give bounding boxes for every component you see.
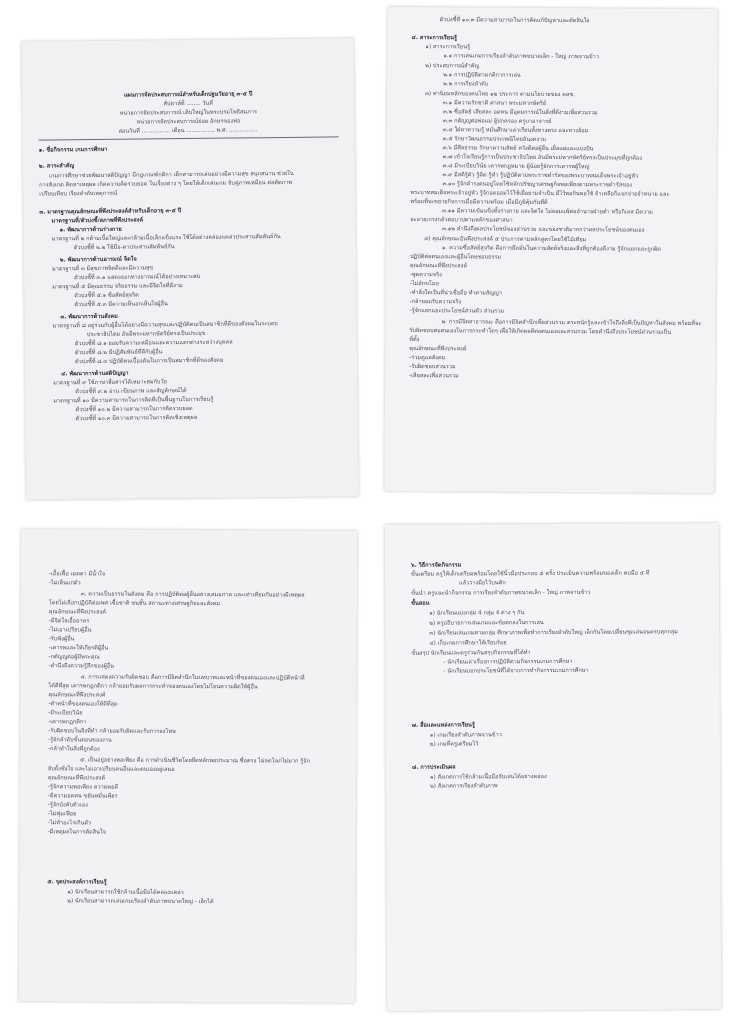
indicator-line: ตัวบ่งชี้ที่ ๑๐.๒ มีความสามารถในการคิดรวบยอด [75, 405, 193, 414]
list-item: -ไม่ฟุ่มเฟือย [47, 811, 77, 818]
standard-line: มาตรฐานที่ ๑๐ มีความสามารถในการคิดที่เป็นพื้นฐานในการเรียนรู้ [53, 396, 214, 405]
lesson-plan-page-2 [384, 7, 717, 493]
list-item: -มีเหตุผลในการตัดสินใจ [47, 829, 106, 836]
step-item: - นักเรียนบอกประโยชน์ที่ได้จากการทำกิจกรรมเกมการศึกษา [443, 667, 589, 675]
section-heading: ๓. มาตรฐานคุณลักษณะที่พึงประสงค์สำหรับเด็กอายุ ๓-๕ ปี [39, 208, 182, 216]
list-item: -เสียสละเพื่อส่วนรวม [409, 373, 459, 380]
text-line: ปฏิบัติต่อตนเองและผู้อื่นโดยชอบธรรม [409, 254, 502, 261]
section-heading: ๘. การประเมินผล [411, 764, 456, 771]
text-line: ๑.๑ การเล่นเกมการเรียงลำดับภาพขนาดเล็ก - ใหญ่ ภาพจานข้าว [443, 53, 599, 61]
section-heading: ๗. สื่อและแหล่งการเรียนรู้ [411, 722, 475, 729]
objective-line: ๒) นักเรียนสามารถเล่นเกมเรียงลำดับภาพขนาดใหญ่ - เล็กได้ [67, 898, 214, 906]
list-item: ๑) เกมเรียงลำดับภาพจานข้าว [429, 732, 502, 739]
text-line: ๑. ความซื่อสัตย์สุจริต คือการยึดมั่นในความสัตย์จริงและสิ่งที่ถูกต้องดีงาม รู้จักแยกแยะถูกผิด [441, 245, 661, 253]
value-line: ๓.๑๐ รู้จักดำรงตนอยู่โดยใช้หลักปรัชญาเศรษฐกิจพอเพียงตามพระราชดำรัสของ [442, 181, 633, 189]
list-item: -มีจิตใจเอื้ออาทร [48, 618, 90, 625]
text-line: ที่ตั้ง [409, 337, 420, 344]
indicator-line: ตัวบ่งชี้ที่ ๓.๑ แสดงออกทางอารมณ์ได้อย่างเหมาะสม [74, 273, 201, 282]
text-line: ๓. ความเป็นธรรมในสังคม คือ การปฏิบัติต่อผู้อื่นอย่างเสมอภาค และเท่าเทียมกันอย่างมีเหตุผล [80, 591, 305, 599]
header-divider [39, 136, 339, 140]
section-heading: ๔. สาระการเรียนรู้ [411, 35, 457, 42]
subsection-heading: ๔) คุณลักษณะอันพึงประสงค์ ๕ ประการตามหลักสูตรโดยใช้ไม้เทียม [424, 236, 587, 244]
value-line: ๓.๔ ใฝ่หาความรู้ หมั่นศึกษาเล่าเรียนทั้งทางตรง และทางอ้อม [442, 127, 589, 135]
list-item: ๑) สังเกตการใช้กล้ามเนื้อมือจับเล่นได้อย่างคล่อง [430, 774, 547, 781]
value-line: ๓.๒ ซื่อสัตย์ เสียสละ อดทน มีอุดมการณ์ในสิ่งที่ดีงามเพื่อส่วนรวม [442, 109, 598, 117]
list-item: -มีระเบียบวินัย [48, 710, 83, 717]
text-line: ๒. การมีจิตสาธารณะ คือการมีจิตสำนึกเพื่อส่วนรวม ตระหนักรู้และเข้าใจถึงสิ่งที่เป็นปัญหาในสังคม พร้อมที่จะ [441, 319, 702, 328]
text-line: คุณลักษณะที่พึงประสงค์ [48, 692, 106, 699]
step-line: ขั้นนำ ครูแนะนำกิจกรรม การเรียงลำดับภาพขนาดเล็ก - ใหญ่ ภาพจานข้าว [411, 589, 591, 597]
indicator-line: ตัวบ่งชี้ที่ ๘.๓ ปฏิบัติตนเบื้องต้นในการเป็นสมาชิกที่ดีของสังคม [74, 357, 224, 366]
indicator-line: ตัวบ่งชี้ที่ ๑๐.๓ มีความสามารถในการคิดเชิงเหตุผล [75, 414, 198, 423]
list-item: -เอื้อเฟื้อ เมตตา มีน้ำใจ [48, 571, 106, 578]
plan-heading: แผนการจัดประสบการณ์สำหรับเด็กปฐมวัยอายุ ๓-๕ ปี [123, 91, 253, 99]
step-line: ขั้นเตรียม ครูให้เด็กเตรียมพร้อมโดยใช้นิ้วมือประกอบ ๕ ครั้ง ประเมินความพร้อมของเด็ก ตบมือ ๕ ที [410, 570, 650, 578]
text-line: ยับยั้งชั่งใจ และไม่เอาเปรียบคนอื่นและตนเองอยู่เสมอ [47, 766, 175, 773]
list-item: -รู้จักแยกแยะประโยชน์ส่วนตัว ส่วนรวม [409, 308, 505, 315]
unit-line: หน่วยการจัดประสบการณ์ เติบใหญ่ในพระบรมโพธิสมภาร [119, 109, 258, 117]
text-line: ละอายเกรงกลัวต่อบาปตามหลักของศาสนา [410, 217, 513, 224]
value-line: ๓.๑ มีความรักชาติ ศาสนา พระมหากษัตริย์ [443, 100, 547, 107]
text-line: ได้ดีที่สุด เคารพกฎกติกา กล้ายอมรับผลการกระทำของตนเองโดยไม่โยนความผิดให้ผู้อื่น [48, 683, 258, 691]
standard-line: ประชาธิปไตย อันมีพระมหากษัตริย์ทรงเป็นประมุข [86, 330, 206, 339]
list-item: ๒) สังเกตการเรียงลำดับภาพ [430, 783, 498, 790]
section-heading: ๕. จุดประสงค์การเรียนรู้ [47, 879, 107, 886]
text-line: คุณลักษณะที่พึงประสงค์ [409, 346, 467, 353]
subsection-heading: ๓) ค่านิยมหลักของคนไทย ๑๒ ประการ ตามนโยบายของ คสช. [425, 91, 575, 99]
value-line: ๓.๕ รักษาวัฒนธรรมประเพณีไทยอันงดงาม [442, 136, 546, 143]
subsection-heading: ๔. พัฒนาการด้านสติปัญญา [61, 370, 129, 378]
step-line: ขั้นสอน [411, 600, 430, 607]
value-line: ๓.๓ กตัญญูต่อพ่อแม่ ผู้ปกครอง ครูบาอาจารย์ [442, 118, 552, 125]
standard-line: มาตรฐานที่ ๘ อยู่ร่วมกับผู้อื่นได้อย่างมีความสุขและปฏิบัติตนเป็นสมาชิกที่ดีของสังคมในระบอบ [52, 321, 278, 330]
list-item: -ร่วมดูแลสังคม [409, 355, 446, 362]
text-line: คุณลักษณะที่พึงประสงค์ [409, 263, 468, 270]
value-line: ๓.๘ มีระเบียบวินัย เคารพกฎหมาย ผู้น้อยรู้จักการเคารพผู้ใหญ่ [442, 163, 590, 171]
section-heading: ๒. สาระสำคัญ [38, 163, 75, 170]
text-line: คุณลักษณะที่พึงประสงค์ [47, 775, 106, 782]
teach-date-line: สอนวันที่ ................ เดือน ................ พ.ศ. ................ [118, 127, 258, 135]
text-line: รับผิดชอบต่อตนเองในการกระทำใดๆ เพื่อให้เกิดผลดีต่อตนเองและส่วนรวม โดยคำนึงถึงประโยชน์ส่วนรวมเป็น [409, 328, 672, 336]
lesson-plan-page-1 [22, 38, 359, 499]
text-line: เกมการศึกษาช่วยพัฒนาสติปัญญา มีกฎเกณฑ์กติกา เด็กสามารถเล่นอย่างมีความสุข สนุกสนาน ช่วยใน [48, 170, 294, 180]
list-item: -ไม่เอาเปรียบผู้อื่น [48, 627, 92, 634]
lesson-plan-page-3 [19, 529, 357, 1003]
step-item: ๓) นักเรียนเล่นเกมตามกลุ่ม ศึกษาภาพเพื่อทำการเรียงลำดับใหญ่ เล็กกันโดยเปลี่ยนชุดเล่นจนครบทุกกลุ่ม [429, 629, 678, 637]
list-item: -ไม่ทำอะไรเกินตัว [47, 820, 92, 827]
section-heading: ๖. วิธีการจัดกิจกรรม [410, 562, 462, 569]
indicator-line: ตัวบ่งชี้ที่ ๘.๑ ยอมรับความเหมือนและความแตกต่างระหว่างบุคคล [74, 339, 233, 348]
value-line: ๓.๖ มีศีลธรรม รักษาความสัตย์ หวังดีต่อผู้อื่น เผื่อแผ่และแบ่งปัน [442, 145, 594, 153]
text-line: พระบาทสมเด็จพระเจ้าอยู่หัว รู้จักอดออมไว้ใช้เมื่อยามจำเป็น มีไว้พอกินพอใช้ ถ้าเหลือก็แจกจ่ายจำหน่าย และ [410, 190, 670, 198]
indicator-line: ตัวบ่งชี้ที่ ๒.๒ ใช้มือ-ตาประสานสัมพันธ์กัน [73, 244, 175, 252]
text-line: โดยไม่เลือกปฏิบัติต่อเพศ เชื้อชาติ ชนชั้น สถานะทางเศรษฐกิจและสังคม [48, 600, 221, 608]
step-item: ๔) เก็บเกมการศึกษาให้เรียบร้อย [429, 640, 507, 647]
list-item: -กตัญญูต่อผู้มีพระคุณ [48, 654, 100, 661]
standard-line: มาตรฐานที่ ๙ ใช้ภาษาสื่อสารได้เหมาะสมกับวัย [53, 379, 167, 387]
subunit-line: หน่วยการจัดประสบการณ์ย่อย อักษรของพ่อ [136, 118, 241, 126]
list-item: -มีความอดทน ขยันหมั่นเพียร [47, 793, 118, 800]
text-line: พร้อมที่จะขยายกิจการเมื่อมีความพร้อม เมื่อมีภูมิคุ้มกันที่ดี [410, 199, 548, 206]
indicator-line: ตัวบ่งชี้ที่ ๕.๓ มีความเห็นอกเห็นใจผู้อื่น [74, 301, 168, 309]
text-line: ๔. การแสดงความรับผิดชอบ คือการมีจิตสำนึกในบทบาทและหน้าที่ของตนเองและปฏิบัติหน้าที่ [80, 674, 305, 682]
text-line: การสังเกต คิดหาเหตุผล เกิดความคิดรวบยอด ในเรื่องต่าง ๆ โดยให้เด็กเล่นเกม จับคู่ภาพเหมือน ต่อตัดภาพ [39, 179, 293, 189]
activity-name: ๑. ชื่อกิจกรรม เกมการศึกษา [38, 146, 108, 154]
standard-line: มาตรฐานที่ ๒ กล้ามเนื้อใหญ่และกล้ามเนื้อเล็กแข็งแรง ใช้ได้อย่างคล่องแคล่วประสานสัมพันธ์กัน [51, 234, 281, 243]
step-item: - นักเรียนเล่าเรื่องการปฏิบัติตามกิจกรรมเกมการศึกษา [443, 658, 573, 666]
list-item: -เคารพและให้เกียรติผู้อื่น [48, 645, 109, 652]
text-line: แล้ววางมือไว้บนตัก [459, 580, 506, 587]
list-item: -ไม่เห็นแก่ตัว [48, 580, 81, 587]
step-item: ๒) ครูอธิบายการเล่นเกมและข้อตกลงในการเล่น [429, 620, 544, 627]
list-item: -รับผิดชอบในสิ่งที่ทำ กล้ายอมรับผิดและรับการลงโทษ [48, 728, 176, 735]
list-item: -ทำสิ่งใดเป็นที่น่าเชื่อถือ ทำตามสัญญา [409, 290, 502, 297]
list-item: -พูดความจริง [409, 272, 442, 279]
step-line: ขั้นสรุป นักเรียนและครูร่วมกันสรุปกิจกรรมที่ได้ทำ [411, 650, 531, 657]
subsection-heading: ๒) ประสบการณ์สำคัญ [425, 63, 480, 70]
list-item: -รู้จักบังคับตัวเอง [47, 802, 88, 809]
indicator-line: ตัวบ่งชี้ที่ ๘.๒ มีปฏิสัมพันธ์ที่ดีกับผู้อื่น [74, 349, 163, 357]
indicator-line: ตัวบ่งชี้ที่ ๕.๑ ซื่อสัตย์สุจริต [74, 292, 139, 300]
text-line: เปรียบเทียบ เรียงลำดับเหตุการณ์ [39, 190, 118, 198]
subsection-heading: ๓. พัฒนาการด้านสังคม [60, 313, 118, 321]
list-item: -คำนึงถึงความรู้สึกของผู้อื่น [48, 663, 115, 670]
week-day-line: สัปดาห์ที่ ........ วันที่ [163, 100, 214, 108]
text-line: คุณลักษณะที่พึงประสงค์ [48, 609, 107, 616]
list-item: -รู้จักลำดับขั้นตอนของงาน [48, 737, 112, 744]
indicator-line: ตัวบ่งชี้ที่ ๙.๒ อ่าน เขียนภาพ และสัญลักษณ์ได้ [75, 388, 187, 396]
step-item: ๑) นักเรียนแบ่งกลุ่ม 4 กลุ่ม 4 ต่าง ๆ กัน [429, 610, 525, 617]
value-line: ๓.๑๒ คำนึงถึงผลประโยชน์ของส่วนรวม และของชาติมากกว่าผลประโยชน์ของตนเอง [442, 226, 645, 234]
indicator-line: ตัวบ่งชี้ที่ ๑๐.๓ มีความสามารถในการคิดแก้ปัญหาและตัดสินใจ [439, 17, 590, 25]
objective-line: ๑) นักเรียนสามารถใช้กล้ามเนื้อมือได้คล่องแคล่ว [67, 889, 184, 896]
text-line: ๕. เป็นอยู่อย่างพอเพียง คือ การดำเนินชีวิตโดยยึดหลักพอประมาณ ซื่อตรง ไม่ลดโลภไม่มาก รู้จัก [80, 757, 310, 765]
list-item: -ทำหน้าที่ของตนเองให้ดีที่สุด [48, 701, 118, 708]
list-item: -รู้จักความพอเพียง ความพอดี [47, 784, 119, 791]
list-item: -ไม่ลักขโมย [409, 281, 439, 288]
value-line: ๓.๑๑ มีความเข้มแข็งทั้งร่างกาย และจิตใจ ไม่ยอมแพ้ต่ออำนาจฝ่ายต่ำ หรือกิเลส มีความ [442, 208, 653, 216]
value-line: ๓.๙ มีสติรู้ตัว รู้คิด รู้ทำ รู้ปฏิบัติตามพระราชดำรัสของพระบาทสมเด็จพระเจ้าอยู่หัว [442, 172, 639, 180]
value-line: ๓.๗ เข้าใจเรียนรู้การเป็นประชาธิปไตย อันมีพระมหากษัตริย์ทรงเป็นประมุขที่ถูกต้อง [442, 154, 642, 162]
standard-line: มาตรฐานที่ ๕ มีคุณธรรม จริยธรรม และมีจิตใจที่ดีงาม [52, 283, 183, 291]
lesson-plan-page-4 [385, 523, 722, 1011]
list-item: ๒) เกมที่ครูเตรียมไว้ [429, 741, 479, 748]
list-item: -เคารพกฎกติกา [48, 719, 87, 726]
subsection-heading: ๒. พัฒนาการด้านอารมณ์ จิตใจ [59, 256, 137, 264]
subsection-heading: ๑) สาระการเรียนรู้ [425, 44, 471, 51]
text-line: ๒.๒ การเรียงลำดับ [443, 81, 489, 88]
standard-line: มาตรฐานที่ ๓ มีสุขภาพจิตดีและมีความสุข [51, 265, 154, 273]
subsection-heading: มาตรฐานที่/ตัวบ่งชี้/สภาพที่พึงประสงค์ [51, 217, 144, 225]
list-item: -รับผิดชอบส่วนรวม [409, 364, 456, 371]
subsection-heading: ๑. พัฒนาการด้านร่างกาย [59, 226, 122, 234]
list-item: -กล้าทำในสิ่งที่ถูกต้อง [48, 746, 100, 753]
list-item: -กล้ายอมรับความจริง [409, 299, 462, 306]
text-line: ๒.๑ การปฏิบัติตามกติกาการเล่น [443, 72, 521, 79]
list-item: -รับฟังผู้อื่น [48, 636, 75, 643]
